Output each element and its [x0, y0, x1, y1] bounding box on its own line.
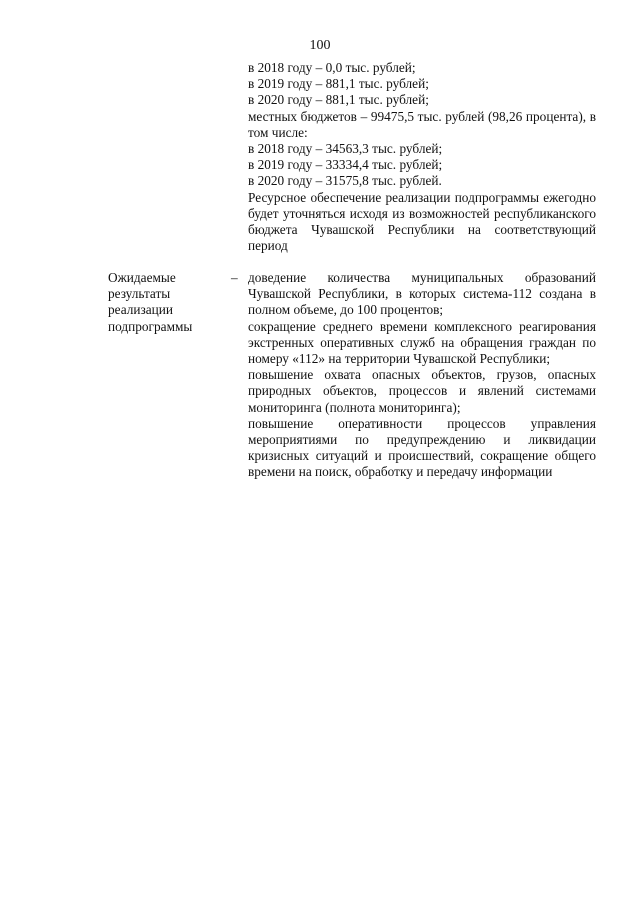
label-dash: –	[231, 270, 238, 285]
result-item: повышение охвата опасных объектов, грузов, опасных природных объектов, процессов и явлений системами мониторинга (полнота мониторинга);	[248, 367, 596, 415]
financing-line: в 2018 году – 0,0 тыс. рублей;	[248, 60, 416, 75]
page-number: 100	[309, 38, 331, 53]
financing-line: местных бюджетов – 99475,5 тыс. рублей (98,26 процента), в том числе:	[248, 108, 596, 140]
financing-line: в 2019 году – 33334,4 тыс. рублей;	[248, 157, 443, 173]
result-item: повышение оперативности процессов управления мероприятиями по предупреждению и ликвидации кризисных ситуаций и происшествий, сокращение общего времени на поиск, обработку и передачу информации	[248, 415, 596, 480]
expected-results-label: Ожидаемые результаты реализации подпрограммы	[108, 270, 193, 334]
financing-line: в 2018 году – 34563,3 тыс. рублей;	[248, 141, 443, 157]
financing-line: в 2019 году – 881,1 тыс. рублей;	[248, 76, 429, 92]
financing-line: в 2020 году – 31575,8 тыс. рублей.	[248, 173, 442, 189]
financing-line: в 2020 году – 881,1 тыс. рублей;	[248, 92, 429, 108]
financing-note: Ресурсное обеспечение реализации подпрограммы ежегодно будет уточняться исходя из возможностей республиканского бюджета Чувашской Республики на соответствующий период	[248, 189, 596, 254]
expected-results-list	[248, 270, 596, 481]
result-item: сокращение среднего времени комплексного реагирования экстренных оперативных служб на обращения граждан по номеру «112» на территории Чувашской Республики;	[248, 318, 596, 367]
result-item: доведение количества муниципальных образований Чувашской Республики, в которых система-112 создана в полном объеме, до 100 процентов;	[248, 270, 596, 318]
financing-continuation	[248, 60, 596, 254]
